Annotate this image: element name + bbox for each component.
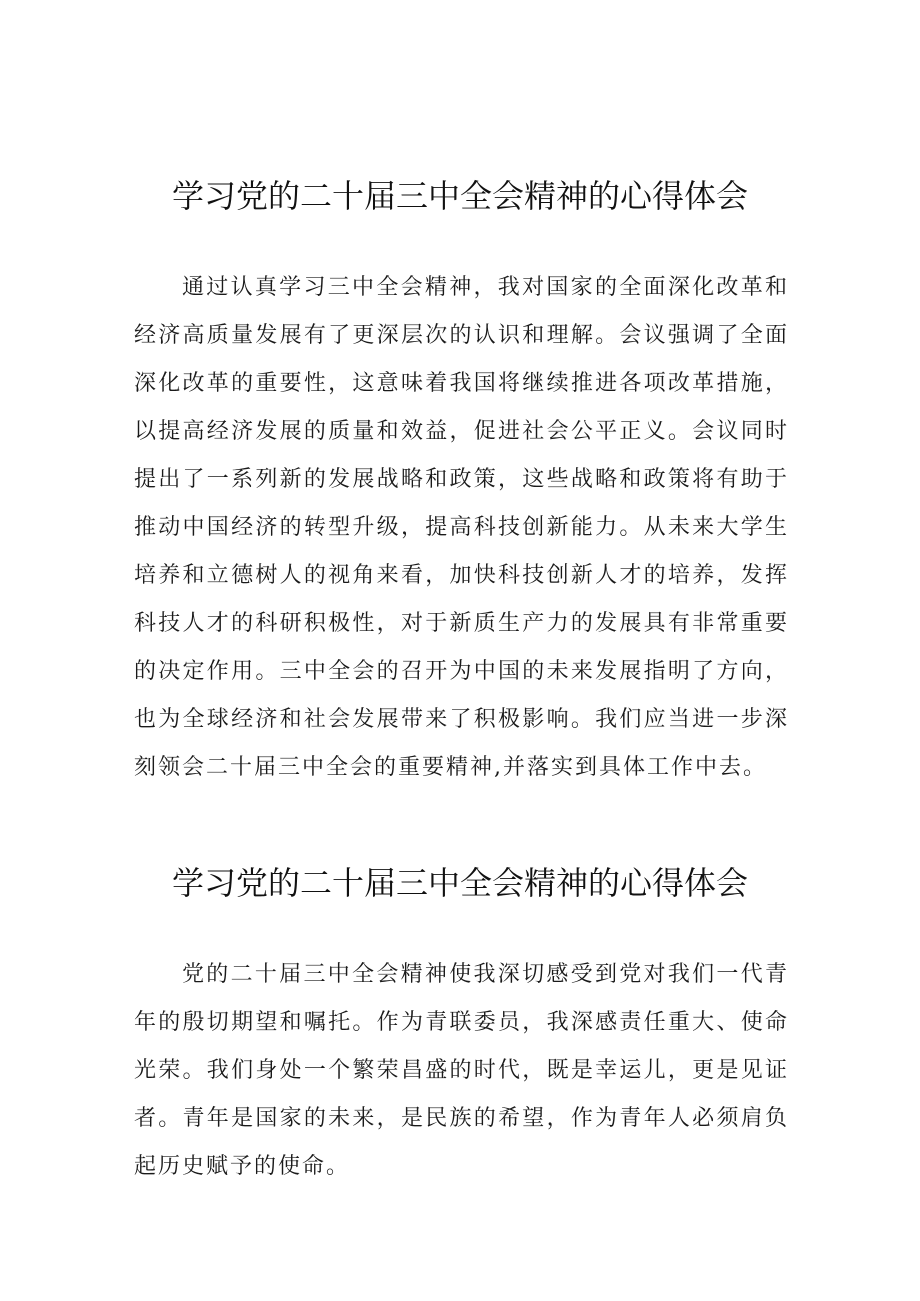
section-paragraph: 党的二十届三中全会精神使我深切感受到党对我们一代青年的殷切期望和嘱托。作为青联委员，我深感责任重大、使命光荣。我们身处一个繁荣昌盛的时代，既是幸运儿，更是见证者。青年是国家的未来，是民族的希望，作为青年人必须肩负起历史赋予的使命。 [134, 962, 789, 1179]
section-title: 学习党的二十届三中全会精神的心得体会 [171, 864, 748, 902]
section-title: 学习党的二十届三中全会精神的心得体会 [171, 177, 748, 215]
section-paragraph: 通过认真学习三中全会精神，我对国家的全面深化改革和经济高质量发展有了更深层次的认识和理解。会议强调了全面深化改革的重要性，这意味着我国将继续推进各项改革措施，以提高经济发展的质量和效益，促进社会公平正义。会议同时提出了一系列新的发展战略和政策，这些战略和政策将有助于推动中国经济的转型升级，提高科技创新能力。从未来大学生培养和立德树人的视角来看，加快科技创新人才的培养，发挥科技人才的科研积极性，对于新质生产力的发展具有非常重要的决定作用。三中全会的召开为中国的未来发展指明了方向，也为全球经济和社会发展带来了积极影响。我们应当进一步深刻领会二十届三中全会的重要精神,并落实到具体工作中去。 [134, 275, 789, 780]
